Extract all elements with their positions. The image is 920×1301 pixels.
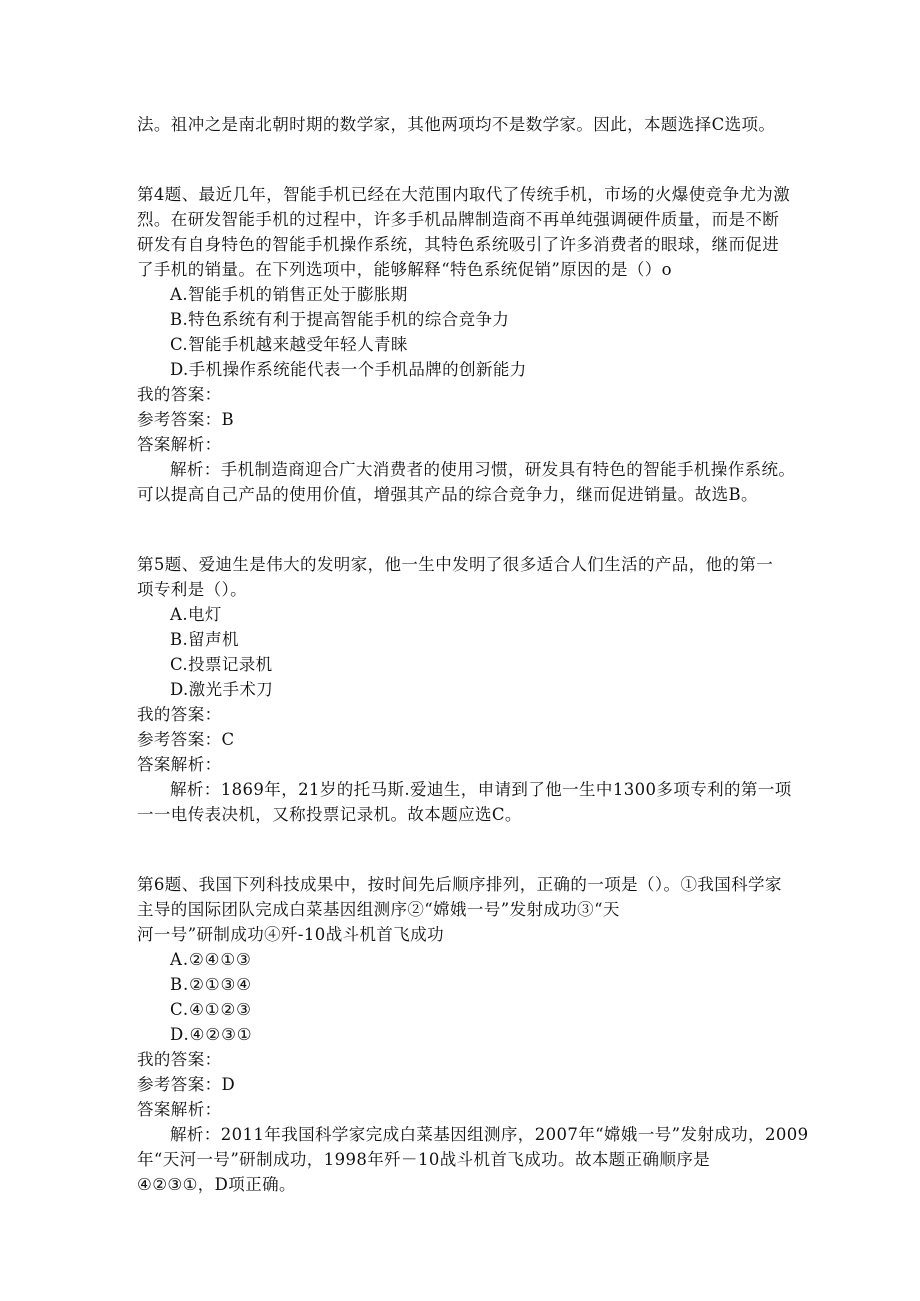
question-stem-line: 第5题、爱迪生是伟大的发明家，他一生中发明了很多适合人们生活的产品，他的第一 [137, 555, 774, 574]
option-d: D.④②③① [170, 1025, 253, 1044]
option-a: A.②④①③ [170, 950, 252, 969]
reference-answer: 参考答案：C [137, 730, 235, 749]
previous-analysis-tail: 法。祖冲之是南北朝时期的数学家，其他两项均不是数学家。因此，本题选择C选项。 [137, 115, 776, 134]
analysis-label: 答案解析： [137, 435, 222, 454]
option-d: D.手机操作系统能代表一个手机品牌的创新能力 [170, 360, 527, 379]
question-stem-line: 了手机的销量。在下列选项中，能够解释“特色系统促销”原因的是（）o [137, 260, 673, 279]
analysis-line: ④②③①，D项正确。 [137, 1175, 296, 1194]
question-stem-line: 第4题、最近几年，智能手机已经在大范围内取代了传统手机，市场的火爆使竞争尤为激 [137, 185, 791, 204]
reference-answer: 参考答案：B [137, 410, 235, 429]
option-c: C.④①②③ [170, 1000, 252, 1019]
question-stem-line: 烈。在研发智能手机的过程中，许多手机品牌制造商不再单纯强调硬件质量，而是不断 [137, 210, 780, 229]
option-a: A.电灯 [170, 605, 222, 624]
option-c: C.智能手机越来越受年轻人青睐 [170, 335, 408, 354]
option-b: B.②①③④ [170, 975, 252, 994]
analysis-line: 解析：1869年，21岁的托马斯.爱迪生，申请到了他一生中1300多项专利的第一项 [170, 780, 792, 799]
question-stem-line: 研发有自身特色的智能手机操作系统，其特色系统吸引了许多消费者的眼球，继而促进 [137, 235, 780, 254]
my-answer-label: 我的答案： [137, 1050, 222, 1069]
my-answer-label: 我的答案： [137, 705, 222, 724]
option-c: C.投票记录机 [170, 655, 273, 674]
analysis-label: 答案解析： [137, 755, 222, 774]
analysis-line: 一一电传表决机，又称投票记录机。故本题应选C。 [137, 805, 522, 824]
reference-answer: 参考答案：D [137, 1075, 236, 1094]
my-answer-label: 我的答案： [137, 385, 222, 404]
question-stem-line: 主导的国际团队完成白菜基因组测序②“嫦娥一号”发射成功③“天 [137, 900, 620, 919]
question-stem-line: 河一号”研制成功④歼-10战斗机首飞成功 [137, 925, 445, 944]
option-a: A.智能手机的销售正处于膨胀期 [170, 285, 408, 304]
option-b: B.特色系统有利于提高智能手机的综合竞争力 [170, 310, 510, 329]
analysis-line: 可以提高自己产品的使用价值，增强其产品的综合竞争力，继而促进销量。故选B。 [137, 485, 758, 504]
option-d: D.激光手术刀 [170, 680, 274, 699]
question-stem-line: 项专利是（）。 [137, 580, 248, 599]
question-stem-line: 第6题、我国下列科技成果中，按时间先后顺序排列，正确的一项是（）。①我国科学家 [137, 875, 782, 894]
analysis-line: 解析：手机制造商迎合广大消费者的使用习惯，研发具有特色的智能手机操作系统。 [170, 460, 796, 479]
analysis-line: 解析：2011年我国科学家完成白菜基因组测序，2007年“嫦娥一号”发射成功，2009 [170, 1125, 809, 1144]
analysis-line: 年“天河一号”研制成功，1998年歼－10战斗机首飞成功。故本题正确顺序是 [137, 1150, 711, 1169]
option-b: B.留声机 [170, 630, 239, 649]
analysis-label: 答案解析： [137, 1100, 222, 1119]
